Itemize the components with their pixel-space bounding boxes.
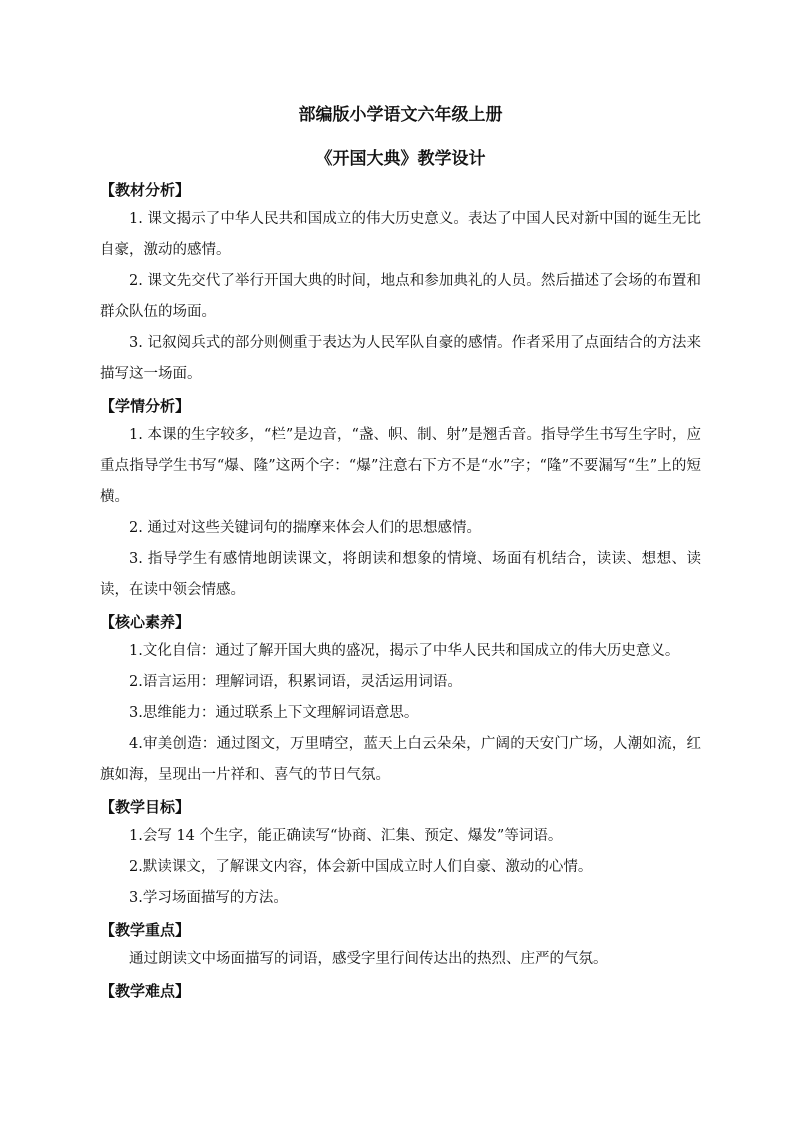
section-heading: 【教材分析】 <box>100 181 191 199</box>
paragraph: 通过朗读文中场面描写的词语，感受字里行间传达出的热烈、庄严的气氛。 <box>129 951 608 967</box>
paragraph: 2. 课文先交代了举行开国大典的时间，地点和参加典礼的人员。然后描述了会场的布置和群众队伍的场面。 <box>100 273 701 320</box>
paragraph: 3.学习场面描写的方法。 <box>129 890 288 906</box>
section-student-analysis <box>100 392 701 606</box>
section-heading: 【教学难点】 <box>100 982 191 1000</box>
paragraph: 1. 本课的生字较多，“栏”是边音，“盏、帜、制、射”是翘舌音。指导学生书写生字时，应重点指导学生书写“爆、隆”这两个字：“爆”注意右下方不是“水”字；“隆”不要漏写“生”上的短横。 <box>100 427 701 505</box>
paragraph: 1.文化自信：通过了解开国大典的盛况，揭示了中华人民共和国成立的伟大历史意义。 <box>129 643 680 659</box>
document-title: 部编版小学语文六年级上册 <box>298 105 503 125</box>
paragraph: 2. 通过对这些关键词句的揣摩来体会人们的思想感情。 <box>129 520 481 536</box>
paragraph: 1.会写 14 个生字，能正确读写“协商、汇集、预定、爆发”等词语。 <box>129 828 563 844</box>
paragraph: 2.默读课文，了解课文内容，体会新中国成立时人们自豪、激动的心情。 <box>129 859 593 875</box>
paragraph: 3. 指导学生有感情地朗读课文，将朗读和想象的情境、场面有机结合，读读、想想、读读，在读中领会情感。 <box>100 551 701 598</box>
section-core-literacy <box>100 608 701 791</box>
section-textbook-analysis <box>100 176 701 390</box>
paragraph: 3. 记叙阅兵式的部分则侧重于表达为人民军队自豪的感情。作者采用了点面结合的方法来描写这一场面。 <box>100 335 701 382</box>
paragraph: 3.思维能力：通过联系上下文理解词语意思。 <box>129 705 419 721</box>
section-heading: 【学情分析】 <box>100 397 191 415</box>
section-heading: 【核心素养】 <box>100 613 191 631</box>
paragraph: 4.审美创造：通过图文，万里晴空，蓝天上白云朵朵，广阔的天安门广场，人潮如流，红旗如海，呈现出一片祥和、喜气的节日气氛。 <box>100 736 701 783</box>
section-teaching-difficulty <box>100 977 701 1005</box>
section-heading: 【教学重点】 <box>100 921 191 939</box>
document-subtitle: 《开国大典》教学设计 <box>315 149 486 169</box>
paragraph: 1. 课文揭示了中华人民共和国成立的伟大历史意义。表达了中国人民对新中国的诞生无比自豪，激动的感情。 <box>100 211 701 258</box>
section-heading: 【教学目标】 <box>100 798 191 816</box>
section-teaching-focus <box>100 916 701 975</box>
paragraph: 2.语言运用：理解词语，积累词语，灵活运用词语。 <box>129 674 462 690</box>
section-teaching-goals <box>100 793 701 914</box>
